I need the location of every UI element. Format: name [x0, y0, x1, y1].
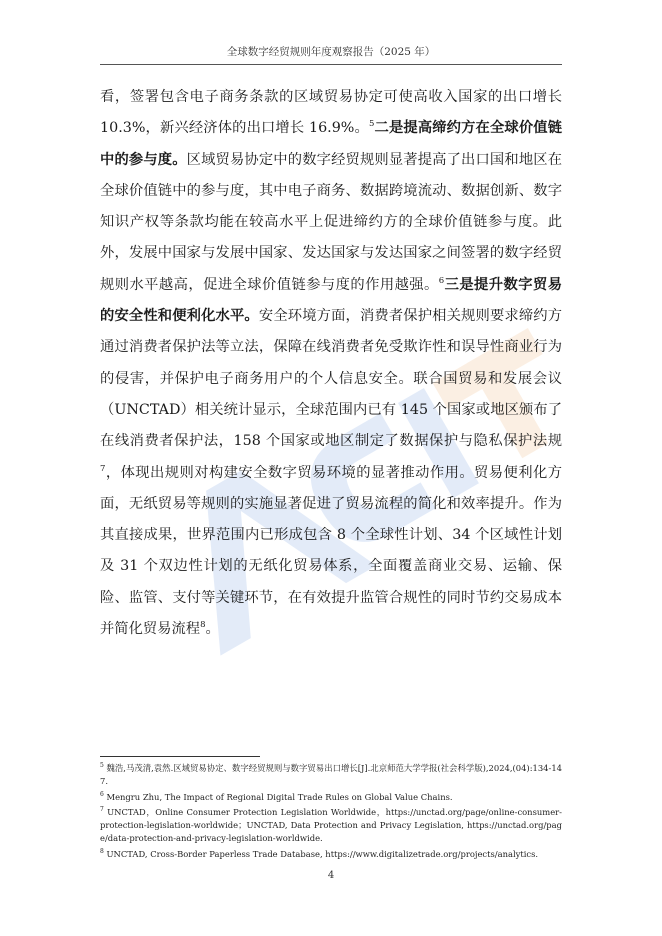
text-run-3: 安全环境方面，消费者保护相关规则要求缔约方通过消费者保护法等立法，保障在线消费者免受欺诈性和误导性商业行为的侵害，并保护电子商务用户的个人信息安全。联合国贸易和发展会议（UNCTAD）相关统计显示，全球范围内已有 145 个国家或地区颁布了在线消费者保护法，158 个国家或地区制定了数据保护与隐私保护法规	[100, 308, 563, 450]
footnote-text[interactable]: UNCTAD, Cross-Border Paperless Trade Database, https://www.digitalizetrade.org/projects/analytics.	[106, 848, 539, 859]
footnote-8	[100, 848, 562, 861]
footnote-7	[100, 806, 562, 844]
body-paragraph	[100, 82, 562, 645]
footnote-text[interactable]: UNCTAD，Online Consumer Protection Legislation Worldwide，https://unctad.org/page/online-consumer-protection-legislation-worldwide；UNCTAD, Data Protection and Privacy Legislation, https://unctad.org/page/data-protection-and-privacy-legislation-worldwide.	[100, 807, 562, 843]
footnote-number: 8	[100, 847, 104, 855]
footnote-number: 7	[100, 806, 104, 814]
footnotes	[100, 762, 562, 864]
text-run-4: ，体现出规则对构建安全数字贸易环境的显著推动作用。贸易便利化方面，无纸贸易等规则的实施显著促进了贸易流程的简化和效率提升。作为其直接成果，世界范围内已形成包含 8 个全球性计划、34 个区域性计划及 31 个双边性计划的无纸化贸易体系，全面覆盖商业交易、运输、保险、监管、支付等关键环节，在有效提升监管合规性的同时节约交易成本并简化贸易流程	[100, 464, 562, 638]
text-run-5: 。	[205, 621, 220, 638]
footnote-divider	[100, 756, 260, 757]
footnote-number: 5	[100, 762, 104, 770]
bold-heading-3: 三是提升数字贸易的安全性和便利化水平。	[100, 276, 562, 325]
footnote-text: Mengru Zhu, The Impact of Regional Digital Trade Rules on Global Value Chains.	[106, 791, 453, 802]
text-run-1: 看，签署包含电子商务条款的区域贸易协定可使高收入国家的出口增长 10.3%，新兴经济体的出口增长 16.9%。	[100, 89, 562, 137]
footnote-ref-8[interactable]: 8	[200, 620, 206, 631]
text-run-2: 区域贸易协定中的数字经贸规则显著提高了出口国和地区在全球价值链中的参与度，其中电子商务、数据跨境流动、数据创新、数字知识产权等条款均能在较高水平上促进缔约方的全球价值链参与度。此外，发展中国家与发展中国家、发达国家与发达国家之间签署的数字经贸规则水平越高，促进全球价值链参与度的作用越强。	[100, 151, 563, 293]
footnote-5	[100, 762, 562, 788]
footnote-text: 魏浩,马茂清,袁然.区域贸易协定、数字经贸规则与数字贸易出口增长[J].北京师范大学学报(社会科学版),2024,(04):134-147.	[100, 763, 562, 786]
bold-heading-2: 二是提高缔约方在全球价值链中的参与度。	[100, 120, 562, 168]
footnote-ref-7[interactable]: 7	[100, 463, 106, 474]
running-header: 全球数字经贸规则年度观察报告（2025 年）	[100, 44, 562, 65]
footnote-ref-5[interactable]: 5	[368, 119, 375, 130]
footnote-number: 6	[100, 790, 104, 798]
footnote-ref-6[interactable]: 6	[438, 276, 445, 287]
page-number: 4	[327, 870, 335, 881]
footnote-6	[100, 791, 562, 804]
